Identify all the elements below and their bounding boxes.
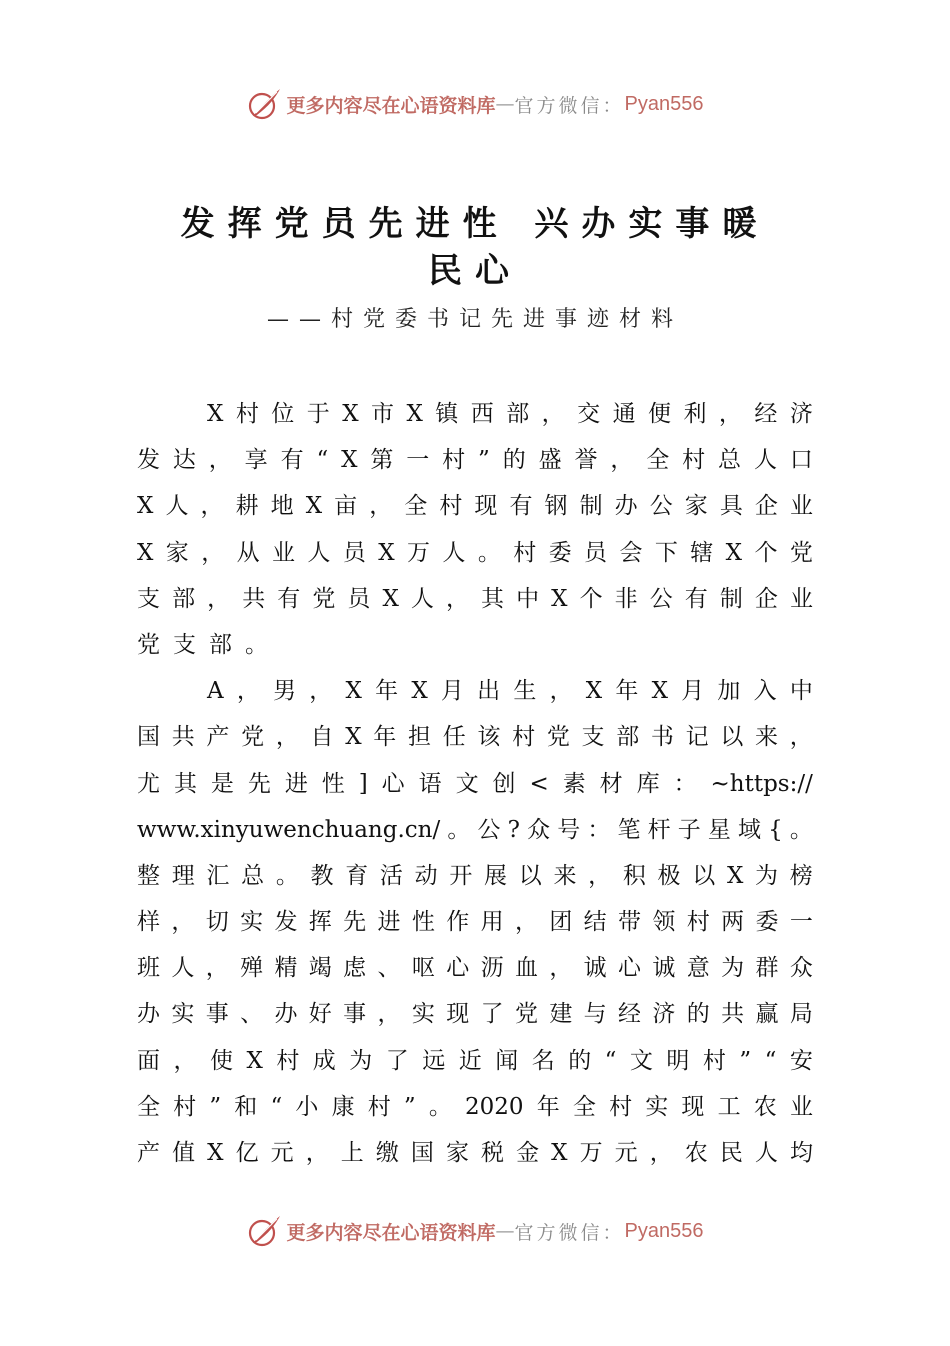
body-line: X 人 ， 耕 地 X 亩 ， 全 村 现 有 钢 制 办 公 家 具 企 业 — [137, 493, 813, 520]
body-line: 尤 其 是 先 进 性 ] 心 语 文 创 < 素 材 库 ： ~https:// — [137, 770, 813, 797]
quill-logo-icon — [247, 1213, 283, 1249]
banner-wechat-id: Pyan556 — [624, 1219, 704, 1242]
banner-dash: — — [495, 93, 515, 115]
banner-wechat-label: 官方微信： — [514, 94, 625, 117]
body-line: 党 支 部 。 — [137, 631, 281, 658]
body-line: 面 ， 使 X 村 成 为 了 远 近 闻 名 的 “ 文 明 村 ” “ 安 — [137, 1047, 813, 1074]
footer-banner — [0, 1211, 950, 1251]
header-banner — [0, 84, 950, 124]
banner-main-text: 更多内容尽在心语资料库 — [286, 1221, 496, 1244]
body-line: X 村 位 于 X 市 X 镇 西 部 ， 交 通 便 利 ， 经 济 — [207, 401, 813, 427]
doc-title-line-2: 民心 — [428, 251, 522, 291]
doc-title-line-1: 发挥党员先进性 兴办实事暖 — [180, 204, 770, 244]
banner-dash: — — [495, 1220, 515, 1242]
banner-main-text: 更多内容尽在心语资料库 — [286, 94, 496, 117]
banner-wechat-label: 官方微信： — [514, 1221, 625, 1244]
body-line: 支 部 ， 共 有 党 员 X 人 ， 其 中 X 个 非 公 有 制 企 业 — [137, 585, 813, 612]
body-line: A ， 男 ， X 年 X 月 出 生 ， X 年 X 月 加 入 中 — [207, 678, 813, 705]
body-line: 全 村 ” 和 “ 小 康 村 ” 。 2020 年 全 村 实 现 工 农 业 — [137, 1093, 813, 1120]
body-line: 整 理 汇 总 。 教 育 活 动 开 展 以 来 ， 积 极 以 X 为 榜 — [137, 862, 813, 889]
doc-subtitle: ——村党委书记先进事迹材料 — [266, 307, 683, 332]
body-line: X 家 ， 从 业 人 员 X 万 人 。 村 委 员 会 下 辖 X 个 党 — [137, 539, 813, 566]
body-line: 班 人 ， 殚 精 竭 虑 、 呕 心 沥 血 ， 诚 心 诚 意 为 群 众 — [137, 955, 813, 982]
quill-logo-icon — [247, 86, 283, 122]
body-line: 样 ， 切 实 发 挥 先 进 性 作 用 ， 团 结 带 领 村 两 委 一 — [137, 909, 813, 936]
body-line: 发 达 ， 享 有 “ X 第 一 村 ” 的 盛 誉 ， 全 村 总 人 口 — [137, 447, 813, 474]
body-line: www.xinyuwenchuang.cn/ 。 公 ? 众 号 ： 笔 杆 子 星 域 { 。 — [137, 816, 813, 843]
banner-wechat-id: Pyan556 — [624, 92, 704, 115]
body-line: 产 值 X 亿 元 ， 上 缴 国 家 税 金 X 万 元 ， 农 民 人 均 — [137, 1140, 813, 1166]
body-line: 国 共 产 党 ， 自 X 年 担 任 该 村 党 支 部 书 记 以 来 ， — [137, 724, 813, 751]
doc-body — [137, 391, 813, 1176]
body-line: 办 实 事 、 办 好 事 ， 实 现 了 党 建 与 经 济 的 共 赢 局 — [137, 1001, 813, 1028]
